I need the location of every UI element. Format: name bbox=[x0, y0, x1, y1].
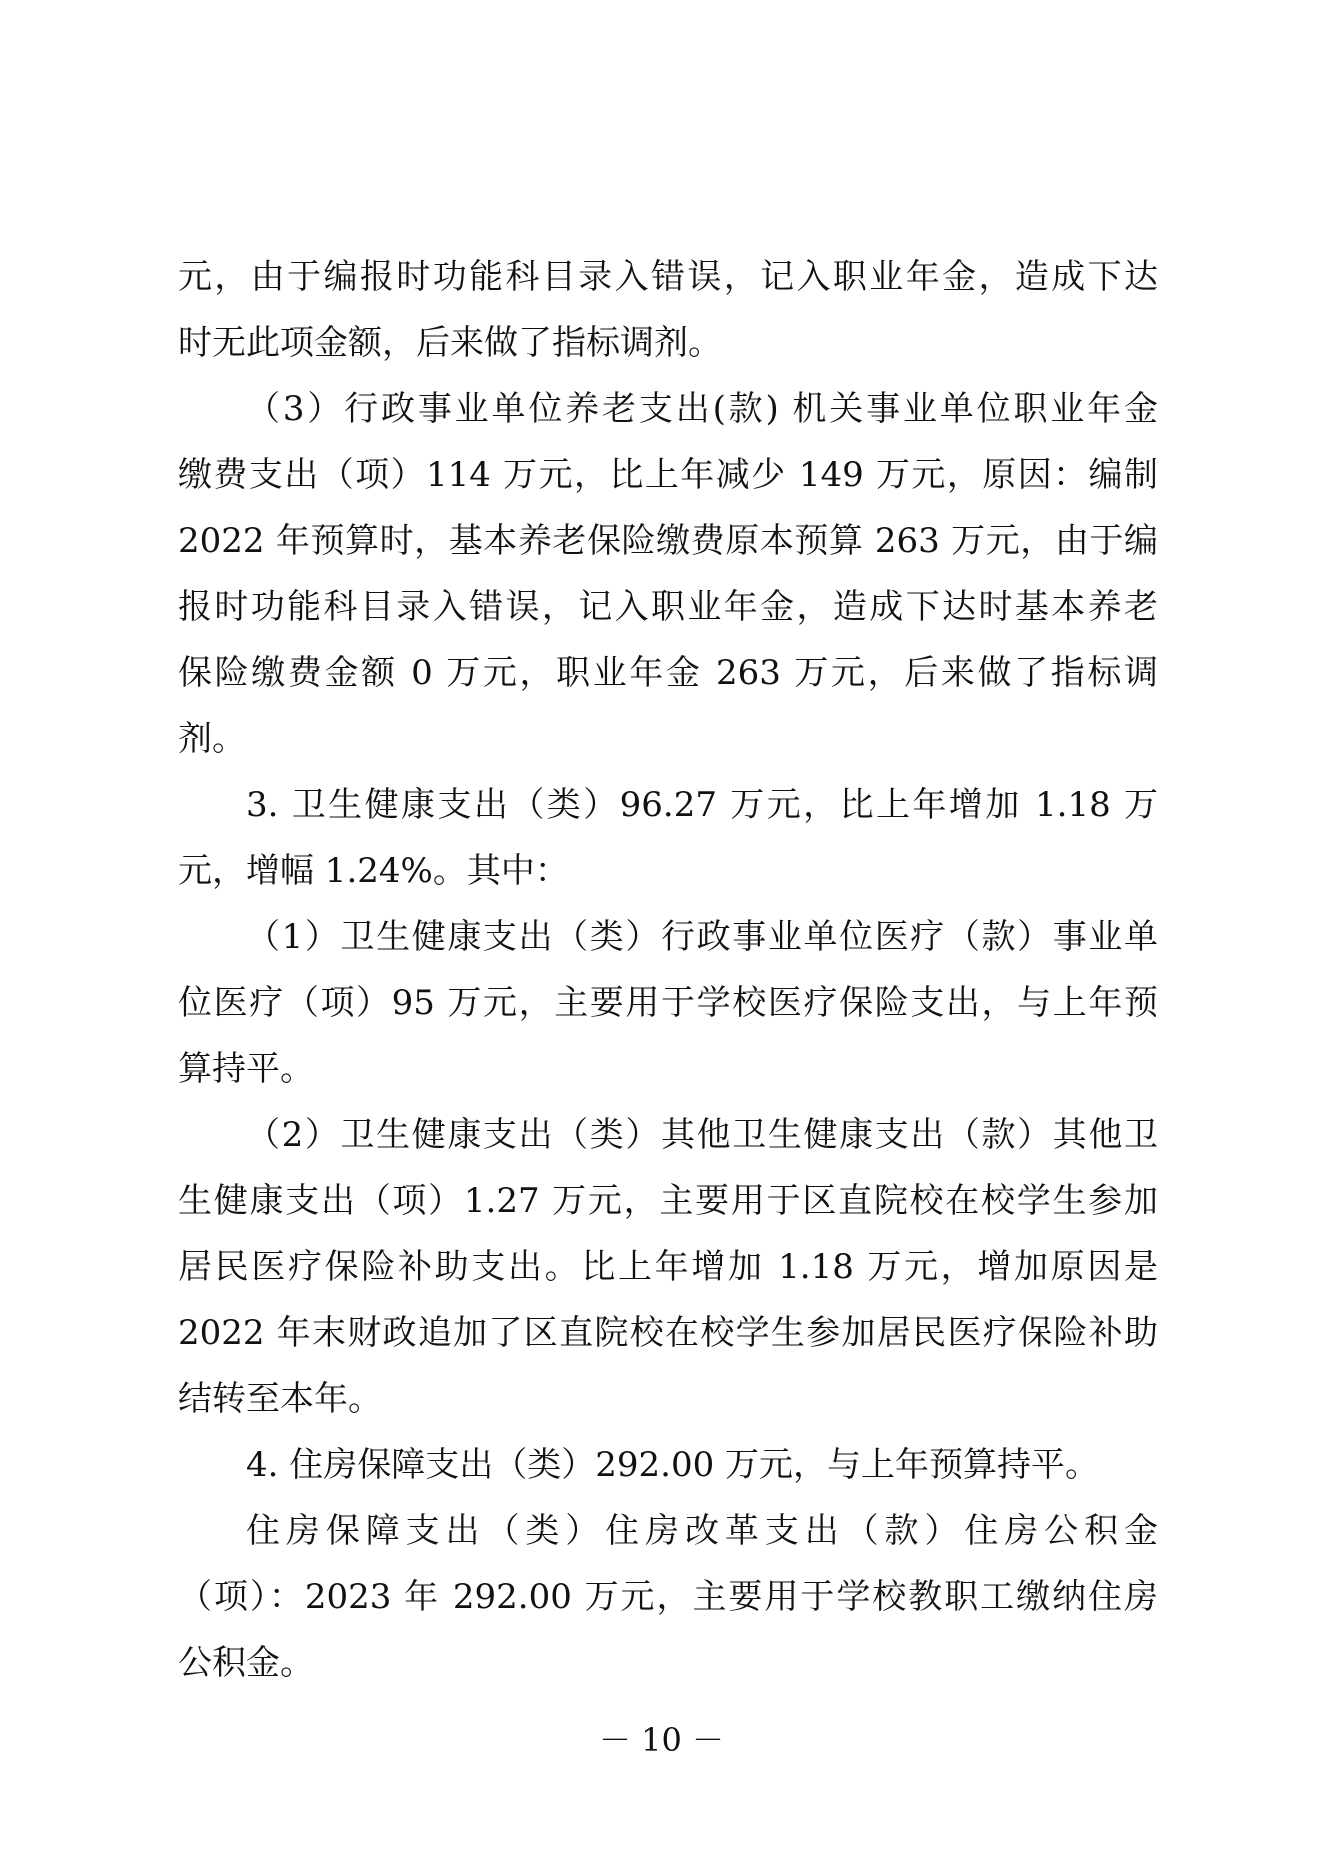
text-line: 3. 卫生健康支出（类）96.27 万元，比上年增加 1.18 万 bbox=[246, 785, 1158, 825]
text-line: 公积金。 bbox=[178, 1643, 314, 1683]
text-line: 元，增幅 1.24%。其中： bbox=[178, 851, 569, 891]
text-line: （2）卫生健康支出（类）其他卫生健康支出（款）其他卫 bbox=[246, 1115, 1158, 1155]
text-line: 算持平。 bbox=[178, 1049, 314, 1089]
text-line: 2022 年预算时，基本养老保险缴费原本预算 263 万元，由于编 bbox=[178, 521, 1158, 561]
text-line: 缴费支出（项）114 万元，比上年减少 149 万元，原因：编制 bbox=[178, 455, 1158, 495]
text-line: 2022 年末财政追加了区直院校在校学生参加居民医疗保险补助 bbox=[178, 1313, 1158, 1353]
text-line: （1）卫生健康支出（类）行政事业单位医疗（款）事业单 bbox=[246, 917, 1158, 957]
page-number: － 10 － bbox=[598, 1721, 725, 1759]
text-line: 生健康支出（项）1.27 万元，主要用于区直院校在校学生参加 bbox=[178, 1181, 1158, 1221]
text-line: （项）：2023 年 292.00 万元，主要用于学校教职工缴纳住房 bbox=[178, 1577, 1158, 1617]
text-line: 保险缴费金额 0 万元，职业年金 263 万元，后来做了指标调 bbox=[178, 653, 1158, 693]
text-line: 时无此项金额，后来做了指标调剂。 bbox=[178, 323, 722, 363]
text-line: （3）行政事业单位养老支出(款) 机关事业单位职业年金 bbox=[246, 389, 1158, 429]
body-text bbox=[178, 244, 1158, 1696]
text-line: 剂。 bbox=[178, 719, 246, 759]
text-line: 位医疗（项）95 万元，主要用于学校医疗保险支出，与上年预 bbox=[178, 983, 1158, 1023]
text-line: 住房保障支出（类）住房改革支出（款）住房公积金 bbox=[246, 1511, 1158, 1551]
text-line: 4. 住房保障支出（类）292.00 万元，与上年预算持平。 bbox=[246, 1445, 1100, 1485]
text-line: 居民医疗保险补助支出。比上年增加 1.18 万元，增加原因是 bbox=[178, 1247, 1158, 1287]
text-line: 报时功能科目录入错误，记入职业年金，造成下达时基本养老 bbox=[178, 587, 1158, 627]
text-line: 结转至本年。 bbox=[178, 1379, 382, 1419]
text-line: 元，由于编报时功能科目录入错误，记入职业年金，造成下达 bbox=[178, 257, 1158, 297]
